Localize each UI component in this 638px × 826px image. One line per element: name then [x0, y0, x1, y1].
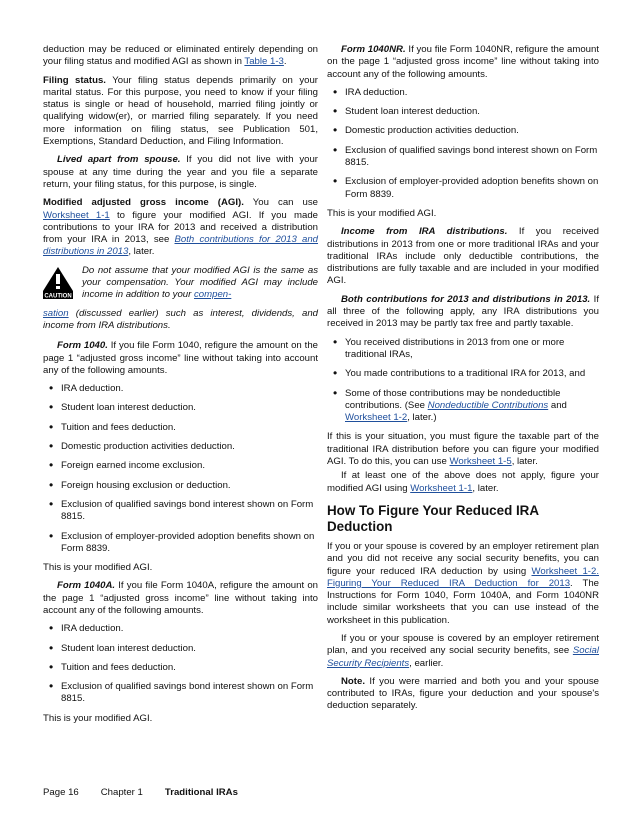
form-1040a-exclusions-list: [43, 623, 318, 705]
paragraph: If at least one of the above does not apply, figure your modified AGI using Worksheet 1-1, later.: [327, 470, 599, 494]
table-1-3-link[interactable]: Table 1-3: [244, 56, 284, 68]
section-heading: How To Figure Your Reduced IRA Deduction: [327, 502, 539, 534]
list-item: • IRA deduction.: [327, 87, 599, 99]
list-item: • Exclusion of employer-provided adoption benefits shown on Form 8839.: [327, 176, 599, 201]
paragraph-form-1040nr: Form 1040NR. If you file Form 1040NR, refigure the amount on the page 1 “adjusted gross income” line without taking into account any of the following amounts.: [327, 44, 599, 80]
list-item: • You received distributions in 2013 from one or more traditional IRAs,: [327, 337, 599, 362]
svg-text:CAUTION: CAUTION: [44, 293, 72, 299]
list-item: • Domestic production activities deduction.: [43, 441, 318, 453]
paragraph-ira-distributions: Income from IRA distributions. If you received distributions in 2013 from one or more traditional IRAs and your traditional IRAs include only deductible contributions, the distributions are fully taxable and are included in your modified AGI.: [327, 226, 600, 287]
paragraph: deduction may be reduced or eliminated entirely depending on your filing status and modified AGI as shown in Table 1-3.: [43, 44, 318, 68]
run-in-heading: Form 1040A.: [57, 580, 116, 592]
list-item: • Exclusion of qualified savings bond interest shown on Form 8815.: [43, 681, 318, 706]
paragraph: This is your modified AGI.: [43, 562, 153, 574]
paragraph: If you or your spouse is covered by an employer retirement plan and you did not receive any social security benefits, you can figure your reduced IRA deduction by using Worksheet 1-2. Figuring Your Reduced IRA Deduction for 2013. The Instructions for Form 1040, Form 1040A, and Form 1040NR include similar worksheets that you can use instead of the worksheet in this publication.: [327, 540, 599, 626]
list-item: • Exclusion of qualified savings bond interest shown on Form 8815.: [327, 145, 599, 170]
worksheet-1-5-link[interactable]: Worksheet 1-5: [449, 456, 512, 468]
run-in-heading: Both contributions for 2013 and distributions in 2013.: [341, 293, 591, 305]
left-column: [43, 44, 318, 731]
list-item: • Tuition and fees deduction.: [43, 662, 318, 674]
worksheet-1-2-reduced-deduction-link[interactable]: Worksheet 1-2. Figuring Your Reduced IRA Deduction for 2013: [327, 565, 599, 589]
form-1040nr-exclusions-list: [327, 87, 599, 201]
list-item: • Student loan interest deduction.: [43, 402, 318, 414]
list-item: • IRA deduction.: [43, 383, 318, 395]
nondeductible-contributions-link[interactable]: Nondeductible Contributions: [427, 399, 549, 411]
both-contributions-link[interactable]: Both contributions for 2013 and distributions in 2013: [43, 234, 319, 258]
run-in-heading: Form 1040NR.: [341, 44, 406, 55]
list-item: • Some of those contributions may be nondeductible contributions. (See Nondeductible Contributions and Worksheet 1-2, later.): [327, 388, 599, 425]
worksheet-1-1-link[interactable]: Worksheet 1-1: [43, 209, 110, 221]
run-in-heading: Income from IRA distributions.: [341, 226, 508, 238]
compensation-link-cont[interactable]: sation: [43, 307, 69, 319]
list-item: • You made contributions to a traditional IRA for 2013, and: [327, 368, 599, 380]
caution-text: Do not assume that your modified AGI is the same as your compensation. Your modified AGI may include income in addition to your compen-: [82, 264, 318, 301]
paragraph: This is your modified AGI.: [43, 712, 153, 724]
list-item: • Foreign housing exclusion or deduction.: [43, 480, 318, 492]
list-item: • Foreign earned income exclusion.: [43, 460, 318, 472]
form-1040-exclusions-list: [43, 383, 318, 555]
list-item: • Student loan interest deduction.: [43, 643, 318, 655]
caution-note: [43, 265, 318, 302]
conditions-list: [327, 337, 599, 425]
worksheet-1-2-link[interactable]: Worksheet 1-2: [345, 412, 408, 424]
social-security-recipients-link[interactable]: Social Security Recipients: [327, 645, 599, 669]
paragraph: This is your modified AGI.: [327, 207, 437, 219]
run-in-heading: Form 1040.: [57, 340, 108, 352]
list-item: • Tuition and fees deduction.: [43, 422, 318, 434]
run-in-heading: Filing status.: [43, 74, 106, 86]
paragraph-both-contributions: Both contributions for 2013 and distributions in 2013. If all three of the following apply, any IRA distributions you received in 2013 may be partly tax free and partly taxable.: [327, 293, 599, 330]
list-item: • Exclusion of qualified savings bond interest shown on Form 8815.: [43, 499, 318, 524]
list-item: • Exclusion of employer-provided adoption benefits shown on Form 8839.: [43, 531, 318, 556]
paragraph-form-1040: Form 1040. If you file Form 1040, refigure the amount on the page 1 “adjusted gross income” line without taking into account any of the following amounts.: [43, 340, 318, 376]
right-column: [327, 44, 599, 719]
paragraph-form-1040a: Form 1040A. If you file Form 1040A, refigure the amount on the page 1 “adjusted gross income” line without taking into account any of the following amounts.: [43, 580, 318, 616]
paragraph-lived-apart: Lived apart from spouse. If you did not live with your spouse at any time during the year and you file a separate return, your filing status, for this purpose, is single.: [43, 154, 318, 190]
page-number: Page 16: [43, 787, 79, 798]
paragraph-modified-agi: Modified adjusted gross income (AGI). You can use Worksheet 1-1 to figure your modified AGI. If you made contributions to your IRA for 2013 and received a distribution from your IRA in 2013, see Both contributions for 2013 and distributions in 2013, later.: [43, 197, 319, 258]
page-footer: [43, 787, 260, 798]
paragraph: If this is your situation, you must figure the taxable part of the traditional IRA distribution before you can figure your modified AGI. To do this, you can use Worksheet 1-5, later.: [327, 431, 599, 468]
chapter-label: Chapter 1: [100, 787, 143, 798]
caution-text-continued: sation (discussed earlier) such as interest, dividends, and income from IRA distributions.: [43, 307, 318, 331]
chapter-title: Traditional IRAs: [164, 787, 238, 798]
caution-icon: [43, 267, 73, 299]
run-in-heading: Lived apart from spouse.: [57, 154, 181, 166]
list-item: • Student loan interest deduction.: [327, 106, 599, 118]
paragraph-note: Note. If you were married and both you and your spouse contributed to IRAs, figure your deduction and your spouse's deduction separately.: [327, 675, 599, 712]
paragraph-filing-status: Filing status. Your filing status depends primarily on your marital status. For this purpose, you need to know if your filing status is single or head of household, married filing jointly or qualifying widow(er), or married filing separately. If you need more information on filing status, see Publication 501, Exemptions, Standard Deduction, and Filing Information.: [43, 74, 318, 148]
run-in-heading: Note.: [341, 675, 365, 687]
run-in-heading: Modified adjusted gross income (AGI).: [43, 197, 244, 209]
worksheet-1-1-link[interactable]: Worksheet 1-1: [410, 482, 473, 494]
list-item: • Domestic production activities deduction.: [327, 125, 599, 137]
list-item: • IRA deduction.: [43, 623, 318, 635]
paragraph: If you or your spouse is covered by an employer retirement plan, and you received any social security benefits, see Social Security Recipients, earlier.: [327, 632, 599, 669]
compensation-link[interactable]: compen-: [194, 289, 232, 301]
